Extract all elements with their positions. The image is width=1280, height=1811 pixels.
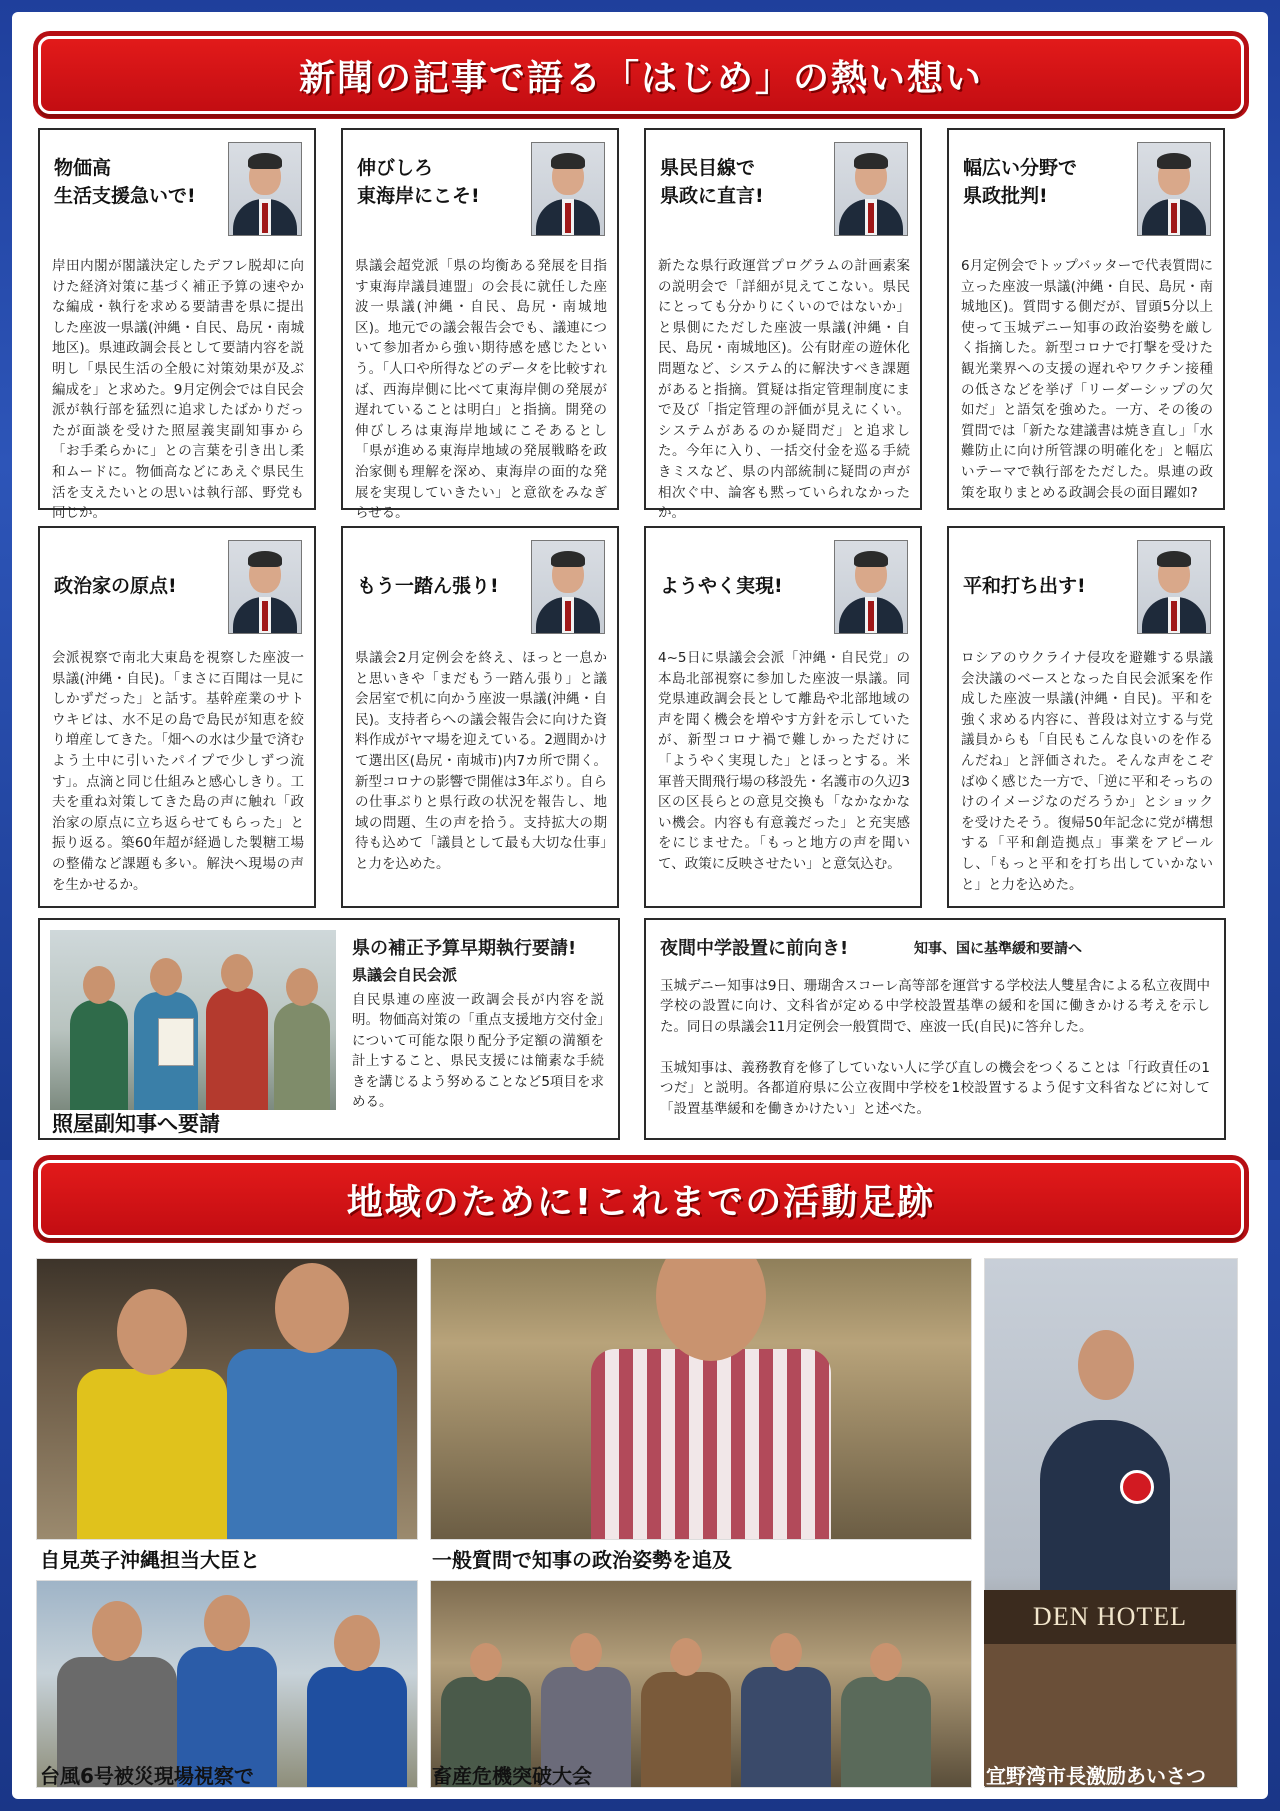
article-body: 会派視察で南北大東島を視察した座波一県議(沖縄・自民)。「まさに百聞は一見にしかずだった」と話す。基幹産業のサトウキビは、水不足の島で島民が知恵を絞り増産してきた。「畑への水は少量で済むよう土中に引いたパイプで少しずつ流す」。点滴と同じ仕組みと感心しきり。工夫を重ね対策してきた島の声に触れ「政治家の原点に立ち返らせてもらった」と振り返る。築60年超が経過した製糖工場の整備など課題も多い。解決へ現場の声を生かせるか。 — [52, 650, 304, 893]
article-card — [341, 128, 619, 522]
box-subtitle: 知事、国に基準緩和要請へ — [914, 941, 1082, 957]
photo-caption: 自見英子沖縄担当大臣と — [40, 1548, 260, 1572]
article-card — [38, 526, 316, 908]
section-header-articles — [38, 36, 1244, 114]
article-title: 伸びしろ 東海岸にこそ! — [357, 157, 480, 207]
article-body: 新たな県行政運営プログラムの計画素案の説明会で「詳細が見えてこない。県民にとっても分かりにくいのではないか」と県側にただした座波一県議(沖縄・自民、島尻・南城地区)。公有財産の遊休化問題など、システム的に解決すべき課題があると指摘。質疑は指定管理制度にまで及び「指定管理の評価が見えにくい。システムがあるのか疑問だ」と追求した。今年に入り、一括交付金を巡る手続きミスなど、県の内部統制に疑問の声が相次ぐ中、論客も黙っていられなかったか。 — [658, 258, 910, 522]
article-title: ようやく実現! — [660, 575, 783, 597]
box-body: 玉城知事は、義務教育を修了していない人に学び直しの機会をつくることは「行政責任の1つだ」と説明。各都道府県に公立夜間中学校を1校設置するよう促す文科省などに対して「設置基準緩和を働きかけたい」と述べた。 — [660, 1060, 1210, 1117]
activity-photo-typhoon — [36, 1580, 418, 1788]
photo-caption: 一般質問で知事の政治姿勢を追及 — [432, 1548, 732, 1572]
night-school-box — [644, 918, 1226, 1140]
article-card — [341, 526, 619, 908]
photo-caption: 宜野湾市長激励あいさつ — [986, 1764, 1206, 1788]
article-body: ロシアのウクライナ侵攻を避難する県議会決議のベースとなった自民会派案を作成した座波一県議(沖縄・自民)。平和を強く求める内容に、普段は対立する与党議員からも「自民もこんな良いのを作るんだね」と評価された。そんな声をこぞばゆく感じた一方で、「逆に平和そっちのけのイメージなのだろうか」とショックを受けたそう。復帰50年記念に党が構想する「平和創造拠点」事業をアピールし、「もっと平和を打ち出していかないと」と力を込めた。 — [961, 650, 1213, 893]
speaker-body — [1040, 1420, 1170, 1600]
section-header-activities — [38, 1160, 1244, 1238]
article-title: 物価高 生活支援急いで! — [54, 157, 196, 207]
portrait-photo — [228, 142, 302, 236]
box-title: 県の補正予算早期執行要請! — [352, 938, 577, 959]
article-body: 4~5日に県議会会派「沖縄・自民党」の本島北部視察に参加した座波一県議。同党県連政調会長として離島や北部地域の声を聞く機会を増やす方針を示していたが、新型コロナ禍で難しかっただけに「ようやく実現した」とほっとする。米軍普天間飛行場の移設先・名護市の久辺3区の区長らとの意見交換も「なかなかない機会。内容も有意義だった」と充実感をにじませた。「もっと地方の声を聞いて、政策に反映させたい」と意気込む。 — [658, 650, 910, 872]
budget-request-box — [38, 918, 620, 1140]
activity-photo-question — [430, 1258, 972, 1540]
article-card — [38, 128, 316, 522]
portrait-photo — [834, 540, 908, 634]
portrait-photo — [531, 540, 605, 634]
activity-photo-minister — [36, 1258, 418, 1540]
group-photo — [50, 930, 336, 1110]
box-subtitle: 県議会自民会派 — [352, 966, 458, 984]
box-title: 夜間中学設置に前向き! — [660, 938, 849, 959]
section-header-activities-text: 地域のために!これまでの活動足跡 — [346, 1181, 936, 1223]
section-header-articles-text: 新聞の記事で語る「はじめ」の熱い想い — [298, 57, 983, 99]
speaker-face — [1078, 1330, 1134, 1400]
article-body: 6月定例会でトップバッターで代表質問に立った座波一県議(沖縄・自民、島尻・南城地区)。質問する側だが、冒頭5分以上使って玉城デニー知事の政治姿勢を厳しく指摘した。新型コロナで打撃を受けた観光業界への支援の遅れやワクチン接種の低さなどを挙げ「リーダーシップの欠如だ」と語気を強めた。一方、その後の質問では「新たな建議書は焼き直し」「水難防止に向け所管課の明確化を」と幅広いテーマで執行部をただした。県連の政策を取りまとめる政調会長の面目躍如? — [961, 258, 1213, 501]
article-title: 平和打ち出す! — [963, 575, 1086, 597]
article-card — [947, 128, 1225, 510]
hotel-sign: DEN HOTEL — [984, 1590, 1236, 1644]
article-card — [644, 526, 922, 908]
portrait-photo — [531, 142, 605, 236]
article-title: 政治家の原点! — [54, 575, 177, 597]
portrait-photo — [834, 142, 908, 236]
article-body: 県議会2月定例会を終え、ほっと一息かと思いきや「まだもう一踏ん張り」と議会居室で机に向かう座波一県議(沖縄・自民)。支持者らへの議会報告会に向けた資料作成がヤマ場を迎えている。2週間かけて選出区(島尻・南城市)内7カ所で開く。新型コロナの影響で開催は3年ぶり。自らの仕事ぶりと県行政の状況を報告し、地域の問題、生の声を拾う。支持拡大の期待も込めて「議員として最も大切な仕事」と力を込めた。 — [355, 650, 607, 872]
rosette-badge — [1120, 1470, 1154, 1504]
article-title: 県民目線で 県政に直言! — [660, 157, 764, 207]
article-card — [947, 526, 1225, 908]
photo-caption: 畜産危機突破大会 — [432, 1764, 592, 1788]
article-body: 岸田内閣が閣議決定したデフレ脱却に向けた経済対策に基づく補正予算の速やかな編成・執行を求める要請書を県に提出した座波一県議(沖縄・自民、島尻・南城地区)。県連政調会長として要請内容を説明し「県民生活の全般に対策効果が及ぶ編成を」と求めた。9月定例会では自民会派が執行部を猛烈に追求したばかりだったが面談を受けた照屋義実副知事から「お手柔らかに」との言葉を引き出し柔和ムードに。物価高などにあえぐ県民生活を支えたいとの思いは執行部、野党も同じか。 — [52, 258, 304, 522]
portrait-photo — [228, 540, 302, 634]
box-body: 玉城デニー知事は9日、珊瑚舎スコーレ高等部を運営する学校法人雙星舎による私立夜間中学校の設置に向け、文科省が定める中学校設置基準の緩和を国に働きかける考えを示した。同日の県議会11月定例会一般質問で、座波一氏(自民)に答弁した。 — [660, 978, 1210, 1035]
article-card — [644, 128, 922, 522]
photo-caption: 台風6号被災現場視察で — [40, 1764, 254, 1788]
article-body: 県議会超党派「県の均衡ある発展を目指す東海岸議員連盟」の会長に就任した座波一県議(沖縄・自民、島尻・南城地区)。地元での議会報告会でも、議連について参加者から強い期待感を感じたという。「人口や所得などのデータを比較すれば、西海岸側に比べて東海岸側の発展が遅れていることは明白」と指摘。開発の伸びしろは東海岸地域にこそあるとし「県が進める東海岸地域の発展戦略を政治家側も理解を深め、東海岸の面的な発展を実現していきたい」と意欲をみなぎらせる。 — [355, 258, 607, 522]
portrait-photo — [1137, 540, 1211, 634]
photo-caption: 照屋副知事へ要請 — [52, 1112, 220, 1136]
article-title: もう一踏ん張り! — [357, 575, 499, 597]
activity-photo-livestock-rally — [430, 1580, 972, 1788]
portrait-photo — [1137, 142, 1211, 236]
article-title: 幅広い分野で 県政批判! — [963, 157, 1078, 207]
box-body: 自民県連の座波一政調会長が内容を説明。物価高対策の「重点支援地方交付金」について可能な限り配分予定額の満額を計上すること、県民支援には簡素な手続きを講じるよう努めることなど5項目を求める。 — [352, 992, 604, 1111]
